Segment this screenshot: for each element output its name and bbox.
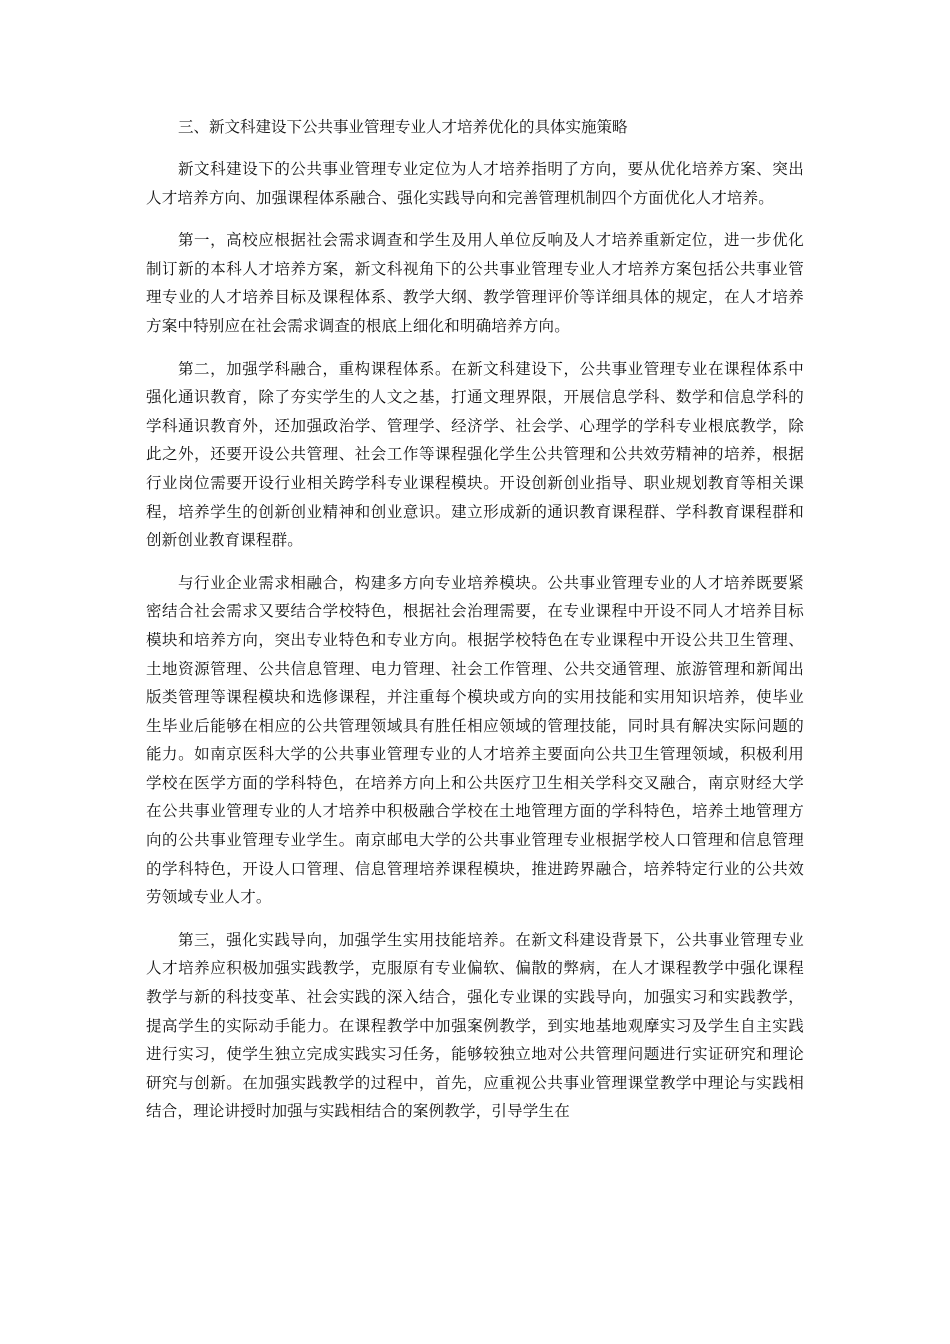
document-page (146, 113, 804, 1140)
paragraph-first: 第一，高校应根据社会需求调查和学生及用人单位反响及人才培养重新定位，进一步优化制订新的本科人才培养方案，新文科视角下的公共事业管理专业人才培养方案包括公共事业管理专业的人才培养目标及课程体系、教学大纲、教学管理评价等详细具体的规定，在人才培养方案中特别应在社会需求调查的根底上细化和明确培养方向。 (146, 231, 804, 335)
paragraph-second: 第二，加强学科融合，重构课程体系。在新文科建设下，公共事业管理专业在课程体系中强化通识教育，除了夯实学生的人文之基，打通文理界限，开展信息学科、数学和信息学科的学科通识教育外，还加强政治学、管理学、经济学、社会学、心理学的学科专业根底教学，除此之外，还要开设公共管理、社会工作等课程强化学生公共管理和公共效劳精神的培养，根据行业岗位需要开设行业相关跨学科专业课程模块。开设创新创业指导、职业规划教育等相关课程，培养学生的创新创业精神和创业意识。建立形成新的通识教育课程群、学科教育课程群和创新创业教育课程群。 (146, 359, 804, 550)
paragraph-intro: 新文科建设下的公共事业管理专业定位为人才培养指明了方向，要从优化培养方案、突出人才培养方向、加强课程体系融合、强化实践导向和完善管理机制四个方面优化人才培养。 (146, 160, 804, 207)
paragraph-industry: 与行业企业需求相融合，构建多方向专业培养模块。公共事业管理专业的人才培养既要紧密结合社会需求又要结合学校特色，根据社会治理需要，在专业课程中开设不同人才培养目标模块和培养方向，突出专业特色和专业方向。根据学校特色在专业课程中开设公共卫生管理、土地资源管理、公共信息管理、电力管理、社会工作管理、公共交通管理、旅游管理和新闻出版类管理等课程模块和选修课程，并注重每个模块或方向的实用技能和实用知识培养，使毕业生毕业后能够在相应的公共管理领域具有胜任相应领域的管理技能，同时具有解决实际问题的能力。如南京医科大学的公共事业管理专业的人才培养主要面向公共卫生管理领域，积极利用学校在医学方面的学科特色，在培养方向上和公共医疗卫生相关学科交叉融合，南京财经大学在公共事业管理专业的人才培养中积极融合学校在土地管理方面的学科特色，培养土地管理方向的公共事业管理专业学生。南京邮电大学的公共事业管理专业根据学校人口管理和信息管理的学科特色，开设人口管理、信息管理培养课程模块，推进跨界融合，培养特定行业的公共效劳领域专业人才。 (146, 573, 804, 907)
paragraph-third: 第三，强化实践导向，加强学生实用技能培养。在新文科建设背景下，公共事业管理专业人才培养应积极加强实践教学，克服原有专业偏软、偏散的弊病，在人才课程教学中强化课程教学与新的科技变革、社会实践的深入结合，强化专业课的实践导向，加强实习和实践教学，提高学生的实际动手能力。在课程教学中加强案例教学，到实地基地观摩实习及学生自主实践进行实习，使学生独立完成实践实习任务，能够较独立地对公共管理问题进行实证研究和理论研究与创新。在加强实践教学的过程中，首先，应重视公共事业管理课堂教学中理论与实践相结合，理论讲授时加强与实践相结合的案例教学，引导学生在 (146, 930, 804, 1121)
section-heading: 三、新文科建设下公共事业管理专业人才培养优化的具体实施策略 (178, 118, 628, 136)
